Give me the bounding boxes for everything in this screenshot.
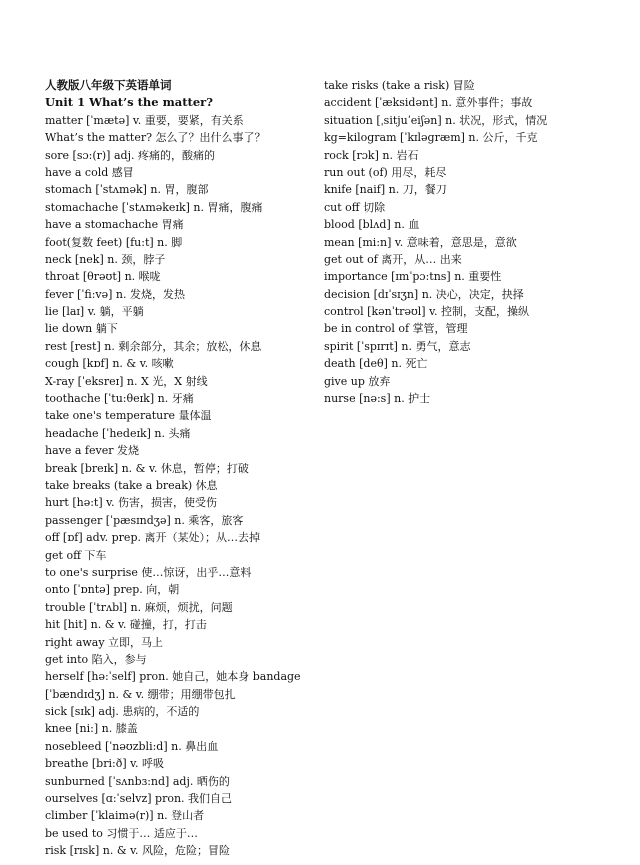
- vocab-entry: herself [hə:ˈself] pron. 她自己，她本身 bandage: [45, 670, 301, 684]
- vocab-entry: knife [naif] n. 刀，餐刀: [324, 183, 447, 197]
- vocab-entry: passenger [ˈpæsɪndʒə] n. 乘客，旅客: [45, 513, 244, 527]
- vocab-entry: sore [sɔ:(r)] adj. 疼痛的，酸痛的: [45, 148, 215, 162]
- vocab-entry: get out of 离开，从… 出来: [324, 252, 462, 266]
- vocab-entry: spirit [ˈspɪrɪt] n. 勇气，意志: [324, 339, 471, 353]
- vocab-entry: blood [blʌd] n. 血: [324, 218, 420, 232]
- vocab-entry: fever [ˈfi:və] n. 发烧，发热: [45, 287, 186, 301]
- vocab-entry: decision [dɪˈsɪʒn] n. 决心，决定，抉择: [324, 287, 524, 301]
- vocab-entry: accident [ˈæksidənt] n. 意外事件；事故: [324, 96, 533, 110]
- vocab-entry: nosebleed [ˈnəʊzbli:d] n. 鼻出血: [45, 739, 219, 753]
- vocab-entry: situation [ˌsitjuˈeiʃən] n. 状况，形式，情况: [324, 113, 548, 127]
- vocab-entry: rest [rest] n. 剩余部分，其余；放松，休息: [45, 339, 262, 353]
- vocab-entry: kg=kilogram [ˈkɪləgræm] n. 公斤，千克: [324, 131, 538, 145]
- vocab-entry: sick [sɪk] adj. 患病的，不适的: [45, 705, 200, 719]
- vocab-entry: breathe [bri:ð] v. 呼吸: [45, 757, 165, 771]
- vocab-entry: have a stomachache 胃痛: [45, 218, 184, 232]
- vocab-entry: toothache [ˈtu:θeɪk] n. 牙痛: [45, 392, 194, 406]
- vocab-entry: take one's temperature 量体温: [45, 409, 212, 423]
- vocab-entry: knee [ni:] n. 膝盖: [45, 722, 138, 736]
- right-column: [324, 77, 624, 407]
- vocab-entry: control [kənˈtrəʊl] v. 控制，支配，操纵: [324, 305, 529, 319]
- vocab-entry: have a cold 感冒: [45, 165, 134, 179]
- vocab-entry: be in control of 掌管，管理: [324, 322, 468, 336]
- vocab-entry: importance [ɪmˈpɔ:tns] n. 重要性: [324, 270, 502, 284]
- vocab-entry: X-ray [ˈeksreɪ] n. X 光，X 射线: [45, 374, 208, 388]
- vocab-entry: hurt [hə:t] v. 伤害，损害，使受伤: [45, 496, 218, 510]
- unit-heading: Unit 1 What’s the matter?: [45, 95, 213, 110]
- vocab-entry: nurse [nə:s] n. 护士: [324, 392, 431, 406]
- vocab-entry: [ˈbændɪdʒ] n. & v. 绷带；用绷带包扎: [45, 687, 236, 701]
- vocab-entry: sunburned [ˈsʌnbɜ:nd] adj. 晒伤的: [45, 774, 230, 788]
- vocab-entry: lie down 躺下: [45, 322, 118, 336]
- left-column: [45, 77, 310, 860]
- vocab-entry: What’s the matter? 怎么了？出什么事了？: [45, 131, 266, 145]
- vocab-entry: give up 放弃: [324, 374, 391, 388]
- vocab-entry: death [deθ] n. 死亡: [324, 357, 428, 371]
- vocab-entry: matter [ˈmætə] v. 重要，要紧，有关系: [45, 113, 244, 127]
- vocab-entry: take breaks (take a break) 休息: [45, 478, 218, 492]
- vocab-entry: trouble [ˈtrʌbl] n. 麻烦，烦扰，问题: [45, 600, 233, 614]
- vocab-entry: get into 陷入，参与: [45, 652, 147, 666]
- vocab-entry: be used to 习惯于… 适应于…: [45, 826, 198, 840]
- vocab-entry: stomach [ˈstʌmək] n. 胃，腹部: [45, 183, 209, 197]
- vocab-entry: cut off 切除: [324, 200, 386, 214]
- vocab-entry: to one's surprise 使…惊讶，出乎…意料: [45, 565, 252, 579]
- vocab-entry: throat [θrəʊt] n. 喉咙: [45, 270, 161, 284]
- vocab-entry: break [breɪk] n. & v. 休息，暂停；打破: [45, 461, 249, 475]
- vocab-entry: have a fever 发烧: [45, 444, 139, 458]
- vocab-entry: climber [ˈklaimə(r)] n. 登山者: [45, 809, 205, 823]
- vocab-entry: lie [laɪ] v. 躺，平躺: [45, 305, 144, 319]
- right-vocab-list: [324, 77, 624, 407]
- document-title: 人教版八年级下英语单词: [45, 78, 172, 92]
- vocab-entry: mean [mi:n] v. 意味着，意思是，意欲: [324, 235, 517, 249]
- vocab-entry: cough [kɒf] n. & v. 咳嗽: [45, 357, 174, 371]
- vocab-entry: neck [nek] n. 颈，脖子: [45, 252, 166, 266]
- left-vocab-list: [45, 112, 310, 860]
- vocab-entry: onto [ˈɒntə] prep. 向，朝: [45, 583, 180, 597]
- vocab-entry: ourselves [ɑ:ˈselvz] pron. 我们自己: [45, 792, 233, 806]
- vocab-entry: right away 立即，马上: [45, 635, 164, 649]
- vocab-entry: off [ɒf] adv. prep. 离开（某处）；从…去掉: [45, 531, 260, 545]
- vocab-entry: take risks (take a risk) 冒险: [324, 79, 475, 92]
- vocab-entry: risk [rɪsk] n. & v. 风险，危险；冒险: [45, 844, 231, 858]
- vocab-entry: hit [hit] n. & v. 碰撞，打，打击: [45, 618, 207, 632]
- vocab-entry: headache [ˈhedeɪk] n. 头痛: [45, 426, 191, 440]
- vocab-entry: get off 下车: [45, 548, 107, 562]
- vocab-entry: foot(复数 feet) [fu:t] n. 脚: [45, 235, 183, 249]
- vocab-entry: run out (of) 用尽，耗尽: [324, 165, 447, 179]
- vocab-entry: stomachache [ˈstʌməkeɪk] n. 胃痛，腹痛: [45, 200, 263, 214]
- vocab-entry: rock [rɔk] n. 岩石: [324, 148, 419, 162]
